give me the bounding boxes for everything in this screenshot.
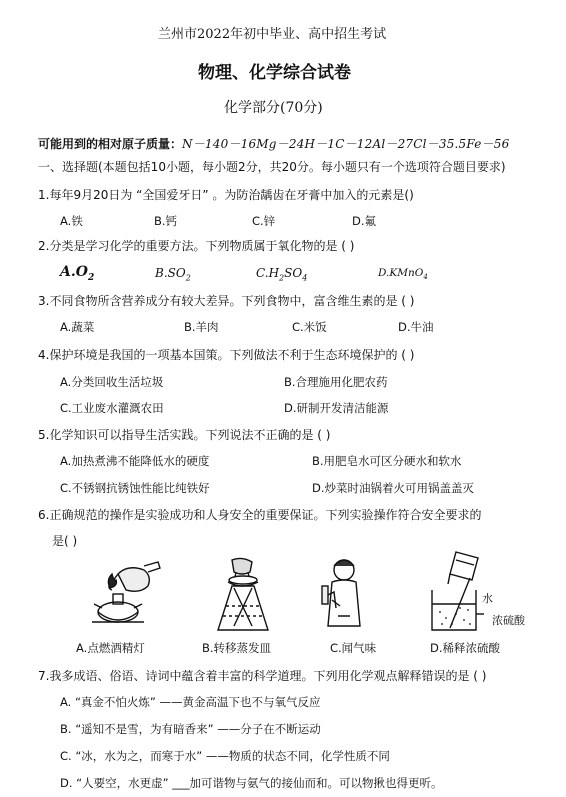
q1-stem: 1.每年9月20日为 “全国爱牙日” 。为防治龋齿在牙膏中加入的元素是() xyxy=(38,188,414,202)
q1-option-d: D.氟 xyxy=(352,214,377,228)
q5-option-c: C.不锈钢抗锈蚀性能比纯铁好 xyxy=(60,481,210,495)
q4-stem: 4.保护环境是我国的一项基本国策。下列做法不利于生态环境保护的 ( ) xyxy=(38,348,415,362)
section-title: 化学部分(70分) xyxy=(224,100,323,116)
q6-option-b: B.转移蒸发皿 xyxy=(202,641,272,655)
part-heading: 一、选择题(本题包括10小题，每小题2分，共20分。每小题只有一个选项符合题目要求) xyxy=(38,160,506,174)
q3-stem: 3.不同食物所含营养成分有较大差异。下列食物中，富含维生素的是 ( ) xyxy=(38,294,415,308)
q3-option-d: D.牛油 xyxy=(398,320,434,334)
smelling-gas-figure xyxy=(318,556,370,632)
q7-option-c: C. “冰，水为之，而寒于水” ——物质的状态不同，化学性质不同 xyxy=(60,749,390,763)
q3-option-b: B.羊肉 xyxy=(184,320,219,334)
q4-option-a: A.分类回收生活垃圾 xyxy=(60,375,164,389)
q5-option-b: B.用肥皂水可区分硬水和软水 xyxy=(312,454,462,468)
q7-option-d: D. “人要空，水更虚” ___加可谐物与氨气的接仙而和。可以物揪也得更听。 xyxy=(60,776,443,790)
q4-option-c: C.工业废水灌溉农田 xyxy=(60,401,164,415)
atomic-mass-line xyxy=(38,135,509,152)
q7-option-a: A. “真金不怕火炼” ——黄金高温下也不与氧气反应 xyxy=(60,695,321,709)
evaporating-dish-figure xyxy=(214,556,274,636)
q1-option-c: C.锌 xyxy=(252,214,276,228)
alcohol-lamp-figure xyxy=(88,556,168,630)
q2-option-a: $A.O_2$ xyxy=(60,264,95,283)
exam-title: 兰州市2022年初中毕业、高中招生考试 xyxy=(158,27,387,42)
q6-option-c: C.闻气味 xyxy=(330,641,377,655)
q5-stem: 5.化学知识可以指导生活实践。下列说法不正确的是 ( ) xyxy=(38,428,331,442)
paper-title: 物理、化学综合试卷 xyxy=(198,63,351,83)
q2-option-b: $B.SO_2$ xyxy=(155,266,191,283)
q2-option-d: D.KMnO$_4$ xyxy=(378,267,428,282)
q6-option-d: D.稀释浓硫酸 xyxy=(430,641,501,655)
q2-option-c: $C.H_2SO_4$ xyxy=(256,266,308,283)
q3-option-c: C.米饭 xyxy=(292,320,327,334)
q3-option-a: A.蔬菜 xyxy=(60,320,95,334)
q4-option-b: B.合理施用化肥农药 xyxy=(284,375,388,389)
q6-stem: 6.正确规范的操作是实验成功和人身安全的重要保证。下列实验操作符合安全要求的 xyxy=(38,508,482,522)
q2-stem: 2.分类是学习化学的重要方法。下列物质属于氧化物的是 ( ) xyxy=(38,239,355,253)
q5-option-a: A.加热煮沸不能降低水的硬度 xyxy=(60,454,210,468)
q4-option-d: D.研制开发清洁能源 xyxy=(284,401,389,415)
atomic-mass-values: N－140－16Mg－24H－1C－12Al－27Cl－35.5Fe－56 xyxy=(182,137,510,151)
q5-option-d: D.炒菜时油锅着火可用锅盖盖灭 xyxy=(312,481,475,495)
q1-option-b: B.钙 xyxy=(154,214,178,228)
acid-label: 浓硫酸 xyxy=(492,614,525,627)
q1-option-a: A.铁 xyxy=(60,214,83,228)
atomic-mass-label: 可能用到的相对原子质量： xyxy=(38,137,183,151)
q6-stem-cont: 是( ) xyxy=(52,534,78,548)
q7-option-b: B. “遥知不是雪，为有暗香来” ——分子在不断运动 xyxy=(60,722,321,736)
water-label: 水 xyxy=(482,592,493,605)
q7-stem: 7.我多成语、俗语、诗词中蕴含着丰富的科学道理。下列用化学观点解释错误的是 ( ) xyxy=(38,669,487,683)
q6-option-a: A.点燃酒精灯 xyxy=(76,641,145,655)
